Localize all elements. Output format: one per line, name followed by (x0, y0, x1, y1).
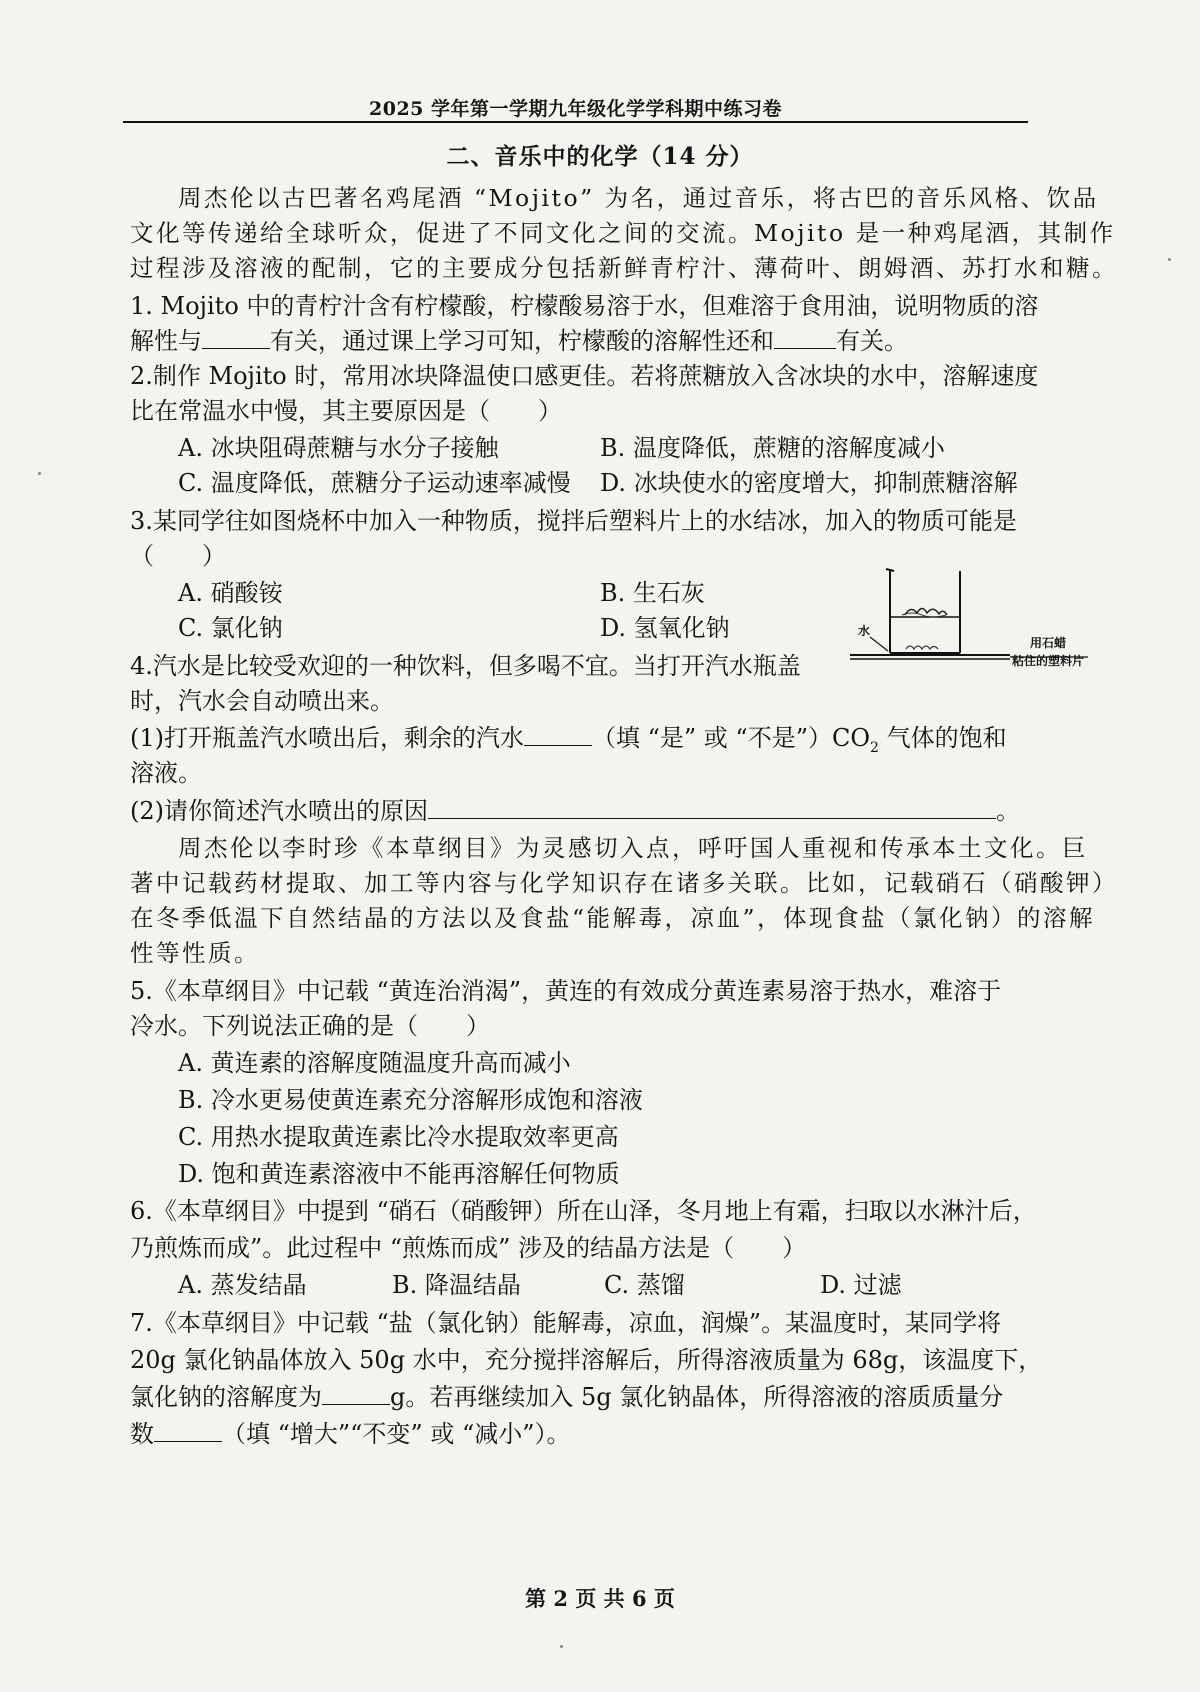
q2-line-2: 比在常温水中慢，其主要原因是（ ） (130, 397, 562, 425)
fig-label-plate-2: 粘住的塑料片 (1012, 654, 1085, 668)
q3-option-d[interactable]: D. 氢氧化钠 (600, 614, 730, 642)
q1-text-b: 有关，通过课上学习可知，柠檬酸的溶解性还和 (270, 327, 774, 355)
q3-option-b[interactable]: B. 生石灰 (600, 579, 705, 607)
scan-speck (1168, 258, 1171, 261)
q2-option-c[interactable]: C. 温度降低，蔗糖分子运动速率减慢 (178, 469, 571, 497)
q4-sub1-text-c: 气体的饱和 (878, 724, 1007, 752)
q4-sub1-text-a: (1)打开瓶盖汽水喷出后，剩余的汽水 (130, 724, 524, 752)
q4-line-1: 4.汽水是比较受欢迎的一种饮料，但多喝不宜。当打开汽水瓶盖 (130, 652, 801, 680)
q7-blank-1[interactable] (322, 1382, 390, 1405)
page-footer: 第 2 页 共 6 页 (525, 1586, 675, 1611)
intro-1-line-1: 周杰伦以古巴著名鸡尾酒 “Mojito” 为名，通过音乐，将古巴的音乐风格、饮品 (178, 184, 1099, 212)
q5-line-1: 5.《本草纲目》中记载 “黄连治消渴”，黄连的有效成分黄连素易溶于热水，难溶于 (130, 977, 1002, 1005)
q1-line-1: 1. Mojito 中的青柠汁含有柠檬酸，柠檬酸易溶于水，但难溶于食用油，说明物质的溶 (130, 292, 1039, 320)
q4-sub1-text-b: （填 “是” 或 “不是”）CO (592, 724, 871, 752)
scan-speck (38, 472, 41, 475)
intro-2-line-3: 在冬季低温下自然结晶的方法以及食盐“能解毒，凉血”，体现食盐（氯化钠）的溶解 (130, 904, 1096, 932)
q5-option-a[interactable]: A. 黄连素的溶解度随温度升高而减小 (178, 1049, 571, 1077)
q5-line-2: 冷水。下列说法正确的是（ ） (130, 1012, 490, 1040)
q4-sub-1 (130, 723, 1007, 763)
q4-blank-2[interactable] (428, 796, 996, 819)
fig-label-water: 水 (858, 624, 871, 638)
q7-text-d: （填 “增大”“不变” 或 “减小”）。 (222, 1420, 571, 1448)
q3-line-2: （ ） (130, 542, 226, 570)
q1-text-a: 解性与 (130, 327, 202, 355)
beaker-figure (830, 565, 1100, 670)
q4-co2-subscript: 2 (870, 739, 879, 756)
q2-option-b[interactable]: B. 温度降低，蔗糖的溶解度减小 (600, 434, 945, 462)
intro-2-line-2: 著中记载药材提取、加工等内容与化学知识存在诸多关联。比如，记载硝石（硝酸钾） (130, 869, 1118, 897)
scan-speck (560, 1645, 563, 1648)
intro-2-line-1: 周杰伦以李时珍《本草纲目》为灵感切入点，呼吁国人重视和传承本土文化。巨 (178, 834, 1088, 862)
q7-line-2: 20g 氯化钠晶体放入 50g 水中，充分搅拌溶解后，所得溶液质量为 68g，该温度下， (130, 1346, 1043, 1374)
q4-sub-2 (130, 796, 1020, 826)
q3-option-a[interactable]: A. 硝酸铵 (178, 579, 283, 607)
section-title: 二、音乐中的化学（14 分） (446, 143, 754, 170)
q7-blank-2[interactable] (154, 1419, 222, 1442)
q7-line-1: 7.《本草纲目》中记载 “盐（氯化钠）能解毒，凉血，润燥”。某温度时，某同学将 (130, 1309, 1002, 1337)
intro-1-line-3: 过程涉及溶液的配制，它的主要成分包括新鲜青柠汁、薄荷叶、朗姆酒、苏打水和糖。 (130, 254, 1118, 282)
q1-blank-1[interactable] (202, 326, 270, 349)
q6-line-1: 6.《本草纲目》中提到 “硝石（硝酸钾）所在山泽，冬月地上有霜，扫取以水淋汁后， (130, 1197, 1037, 1225)
q4-sub2-end: 。 (996, 797, 1020, 825)
q5-option-b[interactable]: B. 冷水更易使黄连素充分溶解形成饱和溶液 (178, 1086, 643, 1114)
q6-option-d[interactable]: D. 过滤 (820, 1271, 902, 1299)
q2-line-1: 2.制作 Mojito 时，常用冰块降温使口感更佳。若将蔗糖放入含冰块的水中，溶解速度 (130, 362, 1039, 390)
q4-sub-1-line-2: 溶液。 (130, 759, 202, 787)
q6-option-b[interactable]: B. 降温结晶 (392, 1271, 521, 1299)
q2-option-d[interactable]: D. 冰块使水的密度增大，抑制蔗糖溶解 (600, 469, 1018, 497)
q4-sub2-text: (2)请你简述汽水喷出的原因 (130, 797, 428, 825)
header-rule (123, 121, 1028, 123)
q3-option-c[interactable]: C. 氯化钠 (178, 614, 283, 642)
q7-text-b: g。若再继续加入 5g 氯化钠晶体，所得溶液的溶质质量分 (390, 1383, 1004, 1411)
fig-label-plate-1: 用石蜡 (1030, 636, 1067, 650)
intro-2-line-4: 性等性质。 (130, 939, 260, 967)
q6-line-2: 乃煎炼而成”。此过程中 “煎炼而成” 涉及的结晶方法是（ ） (130, 1234, 807, 1262)
q1-line-2 (130, 326, 908, 356)
q5-option-c[interactable]: C. 用热水提取黄连素比冷水提取效率更高 (178, 1123, 619, 1151)
q7-line-3 (130, 1382, 1003, 1412)
q1-text-c: 有关。 (836, 327, 908, 355)
q5-option-d[interactable]: D. 饱和黄连素溶液中不能再溶解任何物质 (178, 1160, 620, 1188)
page-header: 2025 学年第一学期九年级化学学科期中练习卷 (369, 98, 782, 120)
q4-blank-1[interactable] (524, 723, 592, 746)
q7-line-4 (130, 1419, 571, 1449)
q3-line-1: 3.某同学往如图烧杯中加入一种物质，搅拌后塑料片上的水结冰，加入的物质可能是 (130, 507, 1017, 535)
q7-text-a: 氯化钠的溶解度为 (130, 1383, 322, 1411)
q6-option-c[interactable]: C. 蒸馏 (604, 1271, 685, 1299)
q2-option-a[interactable]: A. 冰块阻碍蔗糖与水分子接触 (178, 434, 499, 462)
q6-option-a[interactable]: A. 蒸发结晶 (178, 1271, 307, 1299)
q7-text-c: 数 (130, 1420, 154, 1448)
intro-1-line-2: 文化等传递给全球听众，促进了不同文化之间的交流。Mojito 是一种鸡尾酒，其制作 (130, 219, 1116, 247)
q4-line-2: 时，汽水会自动喷出来。 (130, 687, 394, 715)
q1-blank-2[interactable] (774, 326, 836, 349)
